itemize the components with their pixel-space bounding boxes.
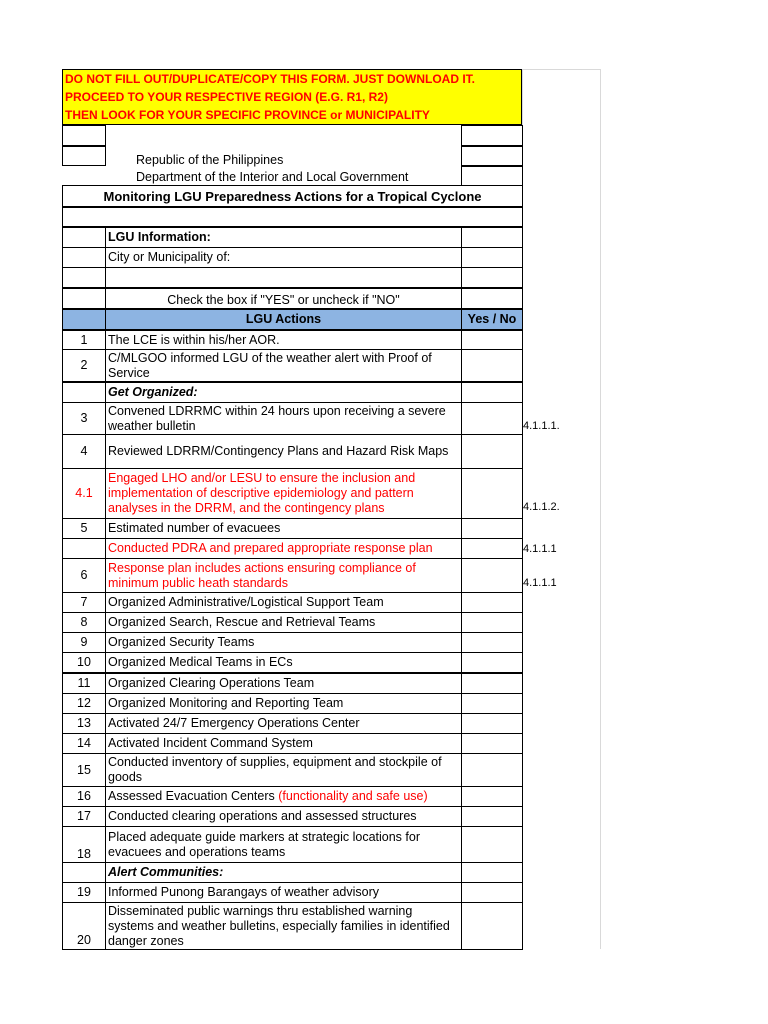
- empty-cell[interactable]: [461, 288, 523, 309]
- row-action-text: Organized Clearing Operations Team: [105, 673, 462, 694]
- row-action-text: Organized Medical Teams in ECs: [105, 652, 462, 673]
- empty-cell[interactable]: [105, 267, 462, 288]
- yes-no-checkbox[interactable]: [461, 806, 523, 827]
- empty-cell[interactable]: [62, 125, 106, 146]
- yes-no-checkbox[interactable]: [461, 402, 523, 435]
- yes-no-checkbox[interactable]: [461, 902, 523, 950]
- row-action-text: Activated Incident Command System: [105, 733, 462, 754]
- empty-cell: [62, 862, 106, 883]
- row-action-text: Convened LDRRMC within 24 hours upon receiving a severe weather bulletin: [105, 402, 462, 435]
- row-number: 16: [62, 786, 106, 807]
- row-action-text: Activated 24/7 Emergency Operations Center: [105, 713, 462, 734]
- empty-cell[interactable]: [461, 146, 523, 166]
- republic-text: Republic of the Philippines: [136, 153, 284, 167]
- lgu-info-label: LGU Information:: [105, 227, 462, 248]
- gridline: [600, 69, 601, 949]
- yes-no-checkbox[interactable]: [461, 330, 523, 350]
- row-number: 6: [62, 558, 106, 593]
- row-action-text: Disseminated public warnings thru established warning systems and weather bulletins, especially families in identified danger zones: [105, 902, 462, 950]
- row-number: 4: [62, 434, 106, 469]
- row-action-text: Organized Search, Rescue and Retrieval Teams: [105, 612, 462, 633]
- empty-row[interactable]: [62, 207, 523, 227]
- warning-line-2: PROCEED TO YOUR RESPECTIVE REGION (E.G. R1, R2): [65, 90, 388, 104]
- empty-cell[interactable]: [62, 146, 106, 166]
- yes-no-checkbox[interactable]: [461, 652, 523, 673]
- row-action-text: C/MLGOO informed LGU of the weather alert with Proof of Service: [105, 349, 462, 382]
- row-action-text: Organized Administrative/Logistical Support Team: [105, 592, 462, 613]
- row-number: 4.1: [62, 468, 106, 519]
- yes-no-checkbox[interactable]: [461, 713, 523, 734]
- row-action-note: (functionality and safe use): [278, 789, 428, 803]
- column-header-actions: LGU Actions: [105, 309, 462, 330]
- warning-banner: [62, 69, 522, 125]
- row-number: 3: [62, 402, 106, 435]
- empty-cell[interactable]: [461, 166, 523, 186]
- yes-no-checkbox[interactable]: [461, 786, 523, 807]
- row-action-text: Conducted inventory of supplies, equipment and stockpile of goods: [105, 753, 462, 787]
- section-alert-communities: Alert Communities:: [105, 862, 462, 883]
- row-number: 15: [62, 753, 106, 787]
- row-number: 13: [62, 713, 106, 734]
- empty-cell[interactable]: [62, 288, 106, 309]
- row-action-text: The LCE is within his/her AOR.: [105, 330, 462, 350]
- reference-code: 4.1.1.1: [523, 577, 557, 589]
- row-action-text: Organized Monitoring and Reporting Team: [105, 693, 462, 714]
- row-action-text: Response plan includes actions ensuring compliance of minimum public heath standards: [105, 558, 462, 593]
- row-action-main: Assessed Evacuation Centers: [108, 789, 275, 803]
- empty-cell: [62, 382, 106, 403]
- row-action-text: Placed adequate guide markers at strategic locations for evacuees and operations teams: [105, 826, 462, 863]
- gridline: [522, 69, 601, 70]
- empty-cell: [461, 382, 523, 403]
- yes-no-checkbox[interactable]: [461, 753, 523, 787]
- row-number: 14: [62, 733, 106, 754]
- row-action-text: Conducted PDRA and prepared appropriate response plan: [105, 538, 462, 559]
- yes-no-checkbox[interactable]: [461, 538, 523, 559]
- row-action-text: Conducted clearing operations and assessed structures: [105, 806, 462, 827]
- yes-no-checkbox[interactable]: [461, 612, 523, 633]
- row-action-text: Engaged LHO and/or LESU to ensure the inclusion and implementation of descriptive epidemiology and pattern analyses in the DRRM, and the contingency plans: [105, 468, 462, 519]
- column-header-yes-no: Yes / No: [461, 309, 523, 330]
- empty-cell[interactable]: [62, 267, 106, 288]
- yes-no-checkbox[interactable]: [461, 882, 523, 903]
- row-number: 8: [62, 612, 106, 633]
- empty-cell: [62, 538, 106, 559]
- empty-cell[interactable]: [62, 247, 106, 268]
- yes-no-checkbox[interactable]: [461, 673, 523, 694]
- row-number: 19: [62, 882, 106, 903]
- row-number: 1: [62, 330, 106, 350]
- row-number: 20: [62, 902, 106, 950]
- yes-no-checkbox[interactable]: [461, 733, 523, 754]
- yes-no-checkbox[interactable]: [461, 349, 523, 382]
- empty-cell[interactable]: [461, 227, 523, 248]
- yes-no-checkbox[interactable]: [461, 434, 523, 469]
- row-number: 18: [62, 826, 106, 863]
- empty-cell[interactable]: [62, 227, 106, 248]
- row-action-text: Organized Security Teams: [105, 632, 462, 653]
- row-action-text: Estimated number of evacuees: [105, 518, 462, 539]
- form-title: Monitoring LGU Preparedness Actions for a Tropical Cyclone: [62, 185, 523, 207]
- yes-no-checkbox[interactable]: [461, 632, 523, 653]
- row-number: 9: [62, 632, 106, 653]
- city-label: City or Municipality of:: [105, 247, 462, 268]
- warning-line-3: THEN LOOK FOR YOUR SPECIFIC PROVINCE or MUNICIPALITY: [65, 108, 430, 122]
- warning-line-1: DO NOT FILL OUT/DUPLICATE/COPY THIS FORM. JUST DOWNLOAD IT.: [65, 72, 475, 86]
- row-number: 2: [62, 349, 106, 382]
- yes-no-checkbox[interactable]: [461, 558, 523, 593]
- row-number: 5: [62, 518, 106, 539]
- row-number: 10: [62, 652, 106, 673]
- row-number: 11: [62, 673, 106, 694]
- empty-cell[interactable]: [461, 267, 523, 288]
- city-input[interactable]: [461, 247, 523, 268]
- yes-no-checkbox[interactable]: [461, 826, 523, 863]
- yes-no-checkbox[interactable]: [461, 693, 523, 714]
- row-action-text: [105, 786, 462, 807]
- row-action-text: Informed Punong Barangays of weather advisory: [105, 882, 462, 903]
- reference-code: 4.1.1.2.: [523, 501, 560, 513]
- empty-cell[interactable]: [461, 125, 523, 146]
- row-number: 17: [62, 806, 106, 827]
- row-number: 12: [62, 693, 106, 714]
- row-number: 7: [62, 592, 106, 613]
- section-get-organized: Get Organized:: [105, 382, 462, 403]
- instruction-text: Check the box if "YES" or uncheck if "NO": [105, 288, 462, 309]
- row-action-text: Reviewed LDRRM/Contingency Plans and Hazard Risk Maps: [105, 434, 462, 469]
- department-text: Department of the Interior and Local Government: [136, 170, 409, 184]
- header-num-cell: [62, 309, 106, 330]
- yes-no-checkbox[interactable]: [461, 518, 523, 539]
- yes-no-checkbox[interactable]: [461, 468, 523, 519]
- reference-code: 4.1.1.1.: [523, 420, 560, 432]
- reference-code: 4.1.1.1: [523, 543, 557, 555]
- yes-no-checkbox[interactable]: [461, 592, 523, 613]
- empty-cell: [461, 862, 523, 883]
